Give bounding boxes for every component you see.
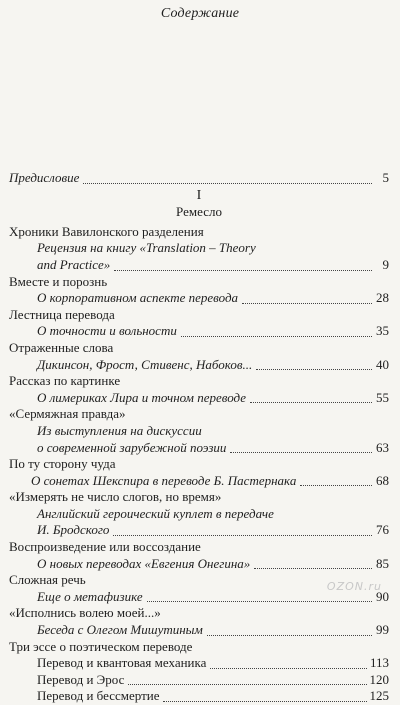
toc-entry-page: 85 — [376, 555, 389, 571]
toc-chapter — [9, 274, 389, 291]
toc-subentry-title: о современной зарубежной поэзии — [37, 439, 227, 455]
leader-dots — [242, 303, 372, 304]
toc-chapter — [9, 456, 389, 473]
toc-subentry-title: Еще о метафизике — [37, 588, 143, 604]
toc-subentry-title: Из выступления на дискуссии — [37, 422, 202, 438]
toc-entry-page: 35 — [376, 323, 389, 339]
toc-entry-page: 113 — [369, 655, 389, 671]
toc-subentry-title: Перевод и Эрос — [37, 671, 125, 687]
toc-entry-page: 125 — [369, 688, 389, 704]
toc-chapter-title: «Измерять не число слогов, но время» — [9, 489, 222, 505]
toc-chapter-title: Отраженные слова — [9, 339, 114, 355]
leader-dots — [254, 568, 372, 569]
toc-subentry — [9, 622, 389, 639]
toc-chapter — [9, 605, 389, 622]
toc-chapter-title: Рассказ по картинке — [9, 373, 121, 389]
toc-entry-page: 40 — [376, 356, 389, 372]
toc-entry-page: 120 — [369, 671, 389, 687]
toc-chapter-title: «Исполнись волею моей...» — [9, 605, 161, 621]
toc-subentry-title: Дикинсон, Фрост, Стивенс, Набоков... — [37, 356, 253, 372]
toc-subentry — [9, 440, 389, 457]
leader-dots — [210, 668, 367, 669]
toc-subentry — [9, 522, 389, 539]
leader-dots — [256, 369, 372, 370]
toc-subentry-title: Беседа с Олегом Мишутиным — [37, 622, 203, 638]
toc-subentry — [9, 357, 389, 374]
toc-subentry — [9, 323, 389, 340]
toc-chapter-title: Лестница перевода — [9, 306, 115, 322]
toc-subentry-title: О точности и вольности — [37, 323, 177, 339]
toc-chapter — [9, 539, 389, 556]
toc-entry-page: 63 — [376, 439, 389, 455]
toc-chapter — [9, 489, 389, 506]
toc-entry-page: 99 — [376, 622, 389, 638]
page-title: Содержание — [160, 6, 240, 21]
toc-subentry — [9, 290, 389, 307]
toc-chapter-title: Воспроизведение или воссоздание — [9, 539, 201, 555]
toc-subentry — [9, 655, 389, 672]
section-number: I — [196, 187, 202, 203]
leader-dots — [250, 402, 372, 403]
leader-dots — [128, 684, 366, 685]
toc-entry-page: 76 — [376, 522, 389, 538]
toc-subentry-title: О сонетах Шекспира в переводе Б. Пастернака — [31, 472, 297, 488]
toc-subentry — [9, 672, 389, 689]
toc-subentry-title: Английский героический куплет в передаче — [37, 505, 274, 521]
leader-dots — [147, 601, 372, 602]
leader-dots — [181, 336, 372, 337]
toc-entry-page: 90 — [376, 588, 389, 604]
leader-dots — [83, 183, 372, 184]
leader-dots — [114, 270, 372, 271]
toc-entry-page: 5 — [382, 170, 389, 185]
toc-chapter — [9, 224, 389, 241]
toc-entry-page: 28 — [376, 290, 389, 306]
toc-subentry-title: and Practice» — [37, 256, 111, 272]
toc-chapter — [9, 373, 389, 390]
toc-subentry — [9, 556, 389, 573]
toc-entry-preface — [9, 170, 389, 187]
leader-dots — [163, 701, 366, 702]
toc-subentry-title: О корпоративном аспекте перевода — [37, 290, 239, 306]
toc-chapter-title: Вместе и порознь — [9, 273, 108, 289]
toc-chapter — [9, 340, 389, 357]
toc-subentry — [9, 473, 389, 490]
toc-chapter-title: «Сермяжная правда» — [9, 406, 126, 422]
toc-entry-page: 68 — [376, 472, 389, 488]
toc-chapter-title: Хроники Вавилонского разделения — [9, 223, 204, 239]
toc-subentry-title: О новых переводах «Евгения Онегина» — [37, 555, 251, 571]
toc-entry-title: Предисловие — [9, 170, 80, 185]
toc-chapter — [9, 406, 389, 423]
table-of-contents — [9, 170, 389, 705]
watermark-logo: OZON.ru — [326, 580, 382, 593]
toc-entry-page: 55 — [376, 389, 389, 405]
toc-chapter-title: Сложная речь — [9, 572, 86, 588]
toc-chapter — [9, 307, 389, 324]
toc-chapter-title: По ту сторону чуда — [9, 456, 116, 472]
leader-dots — [230, 452, 372, 453]
toc-entry-page: 9 — [382, 256, 389, 272]
toc-subentry — [9, 240, 389, 257]
toc-chapter — [9, 639, 389, 656]
toc-subentry-title: И. Бродского — [37, 522, 110, 538]
toc-subentry — [9, 688, 389, 705]
toc-subentry-title: Рецензия на книгу «Translation – Theory — [37, 240, 256, 256]
leader-dots — [300, 485, 372, 486]
toc-subentry-title: Перевод и бессмертие — [37, 688, 160, 704]
toc-subentry — [9, 506, 389, 523]
toc-subentry — [9, 390, 389, 407]
toc-chapter-title: Три эссе о поэтическом переводе — [9, 638, 193, 654]
section-title: Ремесло — [176, 204, 222, 220]
toc-subentry — [9, 257, 389, 274]
toc-subentry-title: Перевод и квантовая механика — [37, 655, 207, 671]
leader-dots — [113, 535, 372, 536]
toc-subentry-title: О лимериках Лира и точном переводе — [37, 389, 247, 405]
toc-subentry — [9, 423, 389, 440]
leader-dots — [207, 635, 372, 636]
